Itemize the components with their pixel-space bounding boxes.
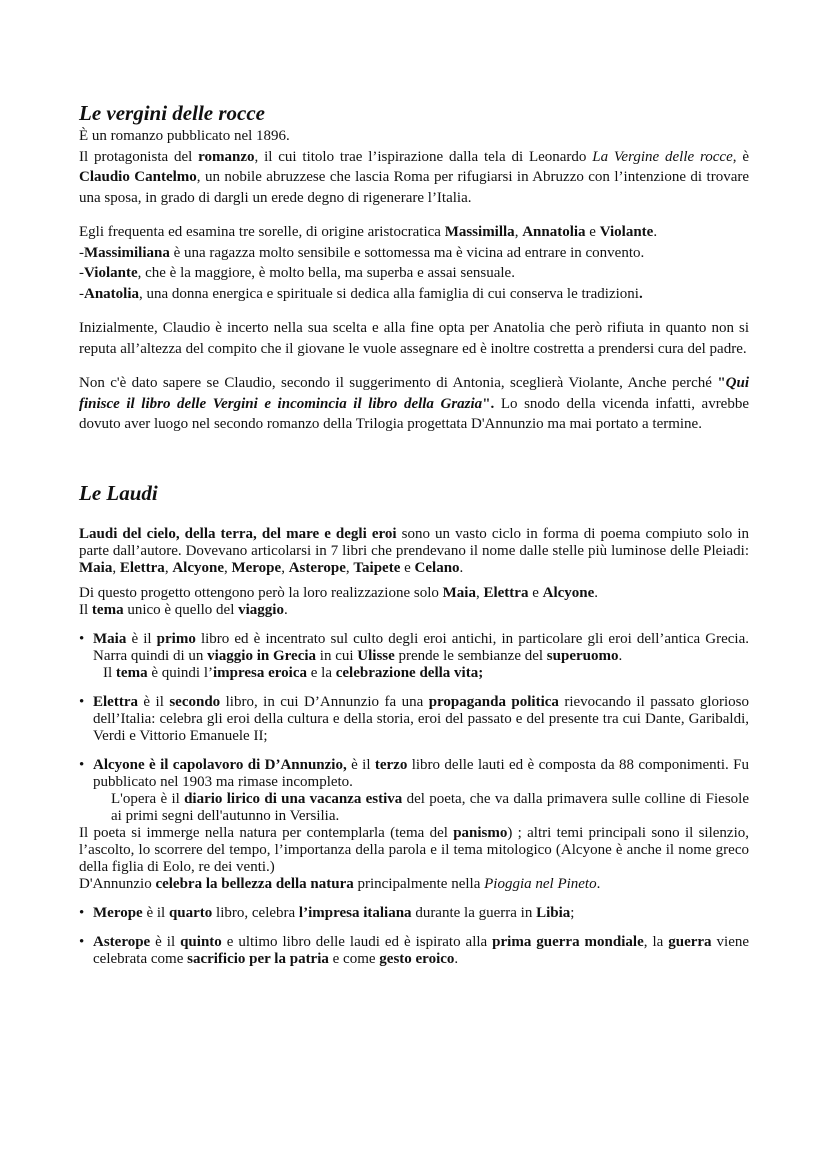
bullet-icon: • — [79, 756, 85, 773]
list-item-merope — [79, 905, 749, 922]
paragraph-laudi-intro: Laudi del cielo, della terra, del mare e degli eroi sono un vasto ciclo in forma di poema compiuto solo in parte dall’autore. Dovevano articolarsi in 7 libri che prendevano il nome dalle stelle più luminose delle Pleiadi: Maia, Elettra, Alcyone, Merope, Asterope, Taipete e Celano. — [79, 525, 749, 576]
paragraph-massimiliana: -Massimiliana è una ragazza molto sensibile e sottomessa ma è vicina ad entrare in convento. — [79, 244, 645, 261]
list-item-subtext: L'opera è il diario lirico di una vacanza estiva del poeta, che va dalla primavera sulle colline di Fiesole ai primi segni dell'autunno in Versilia. — [111, 790, 749, 824]
paragraph-realized: Di questo progetto ottengono però la loro realizzazione solo Maia, Elettra e Alcyone. — [79, 584, 599, 601]
paragraph-theme: Il tema unico è quello del viaggio. — [79, 601, 288, 618]
paragraph-violante: -Violante, che è la maggiore, è molto bella, ma superba e assai sensuale. — [79, 265, 515, 281]
list-item-maia — [79, 631, 749, 682]
list-item-alcyone — [79, 757, 749, 825]
list-item-text: Asterope è il quinto e ultimo libro delle laudi ed è ispirato alla prima guerra mondiale, la guerra viene celebrata come sacrificio per la patria e come gesto eroico. — [93, 933, 750, 967]
list-item-text: Elettra è il secondo libro, in cui D’Annunzio fa una propaganda politica rievocando il passato glorioso dell’Italia: celebra gli eroi della cultura e della storia, eroi del passato e del presente tra cui Dante, Garibaldi, Verdi e Vittorio Emanuele II; — [93, 693, 749, 744]
bullet-icon: • — [79, 904, 85, 921]
paragraph-protagonist: Il protagonista del romanzo, il cui titolo trae l’ispirazione dalla tela di Leonardo La Vergine delle rocce, è Claudio Cantelmo, un nobile abruzzese che lascia Roma per rifugiarsi in Abruzzo con l’intenzione di trovare una sposa, in grado di dargli un erede degno di rigenerare l’Italia. — [79, 148, 749, 206]
paragraph-publication: È un romanzo pubblicato nel 1896. — [79, 128, 290, 144]
list-item-text: Maia è il primo libro ed è incentrato sul culto degli eroi antichi, in particolare gli eroi dell’antica Grecia. Narra quindi di un viaggio in Grecia in cui Ulisse prende le sembianze del superuomo. — [93, 630, 749, 664]
section-title-vergini: Le vergini delle rocce — [79, 101, 266, 125]
bullet-icon: • — [79, 630, 85, 647]
paragraph-panismo: Il poeta si immerge nella natura per contemplarla (tema del panismo) ; altri temi principali sono il silenzio, l’ascolto, lo scorrere del tempo, l’importanza della parola e il tema mitologico (Alcyone è anche il nome greco della figlia di Eolo, re dei venti.) — [79, 824, 749, 875]
paragraph-anatolia: -Anatolia, una donna energica e spirituale si dedica alla famiglia di cui conserva le tradizioni. — [79, 285, 643, 302]
list-item-elettra — [79, 694, 749, 745]
paragraph-choice: Inizialmente, Claudio è incerto nella sua scelta e alla fine opta per Anatolia che però rifiuta in quanto non si reputa all’altezza del compito che il giovane le vuole assegnare ed è inoltre costretta a prendersi cura del padre. — [79, 320, 749, 357]
bullet-icon: • — [79, 933, 85, 950]
bullet-icon: • — [79, 693, 85, 710]
section-title-laudi: Le Laudi — [79, 480, 158, 505]
paragraph-sisters: Egli frequenta ed esamina tre sorelle, di origine aristocratica Massimilla, Annatolia e Violante. — [79, 224, 658, 240]
list-item-text: Alcyone è il capolavoro di D’Annunzio, è il terzo libro delle lauti ed è composta da 88 componimenti. Fu pubblicato nel 1903 ma rimase incompleto. — [93, 756, 749, 790]
paragraph-ending: Non c'è dato sapere se Claudio, secondo il suggerimento di Antonia, sceglierà Violante, Anche perché "Qui finisce il libro delle Vergini e incomincia il libro della Grazia". Lo snodo della vicenda infatti, avrebbe dovuto aver luogo nel secondo romanzo della Trilogia progettata D'Annunzio ma mai portato a termine. — [79, 375, 750, 432]
list-item-text: Merope è il quarto libro, celebra l’impresa italiana durante la guerra in Libia; — [93, 904, 575, 921]
document-page — [79, 100, 749, 968]
list-item-subtext: Il tema è quindi l’impresa eroica e la celebrazione della vita; — [103, 664, 484, 681]
paragraph-pioggia: D'Annunzio celebra la bellezza della natura principalmente nella Pioggia nel Pineto. — [79, 875, 601, 892]
list-item-asterope — [79, 934, 749, 968]
